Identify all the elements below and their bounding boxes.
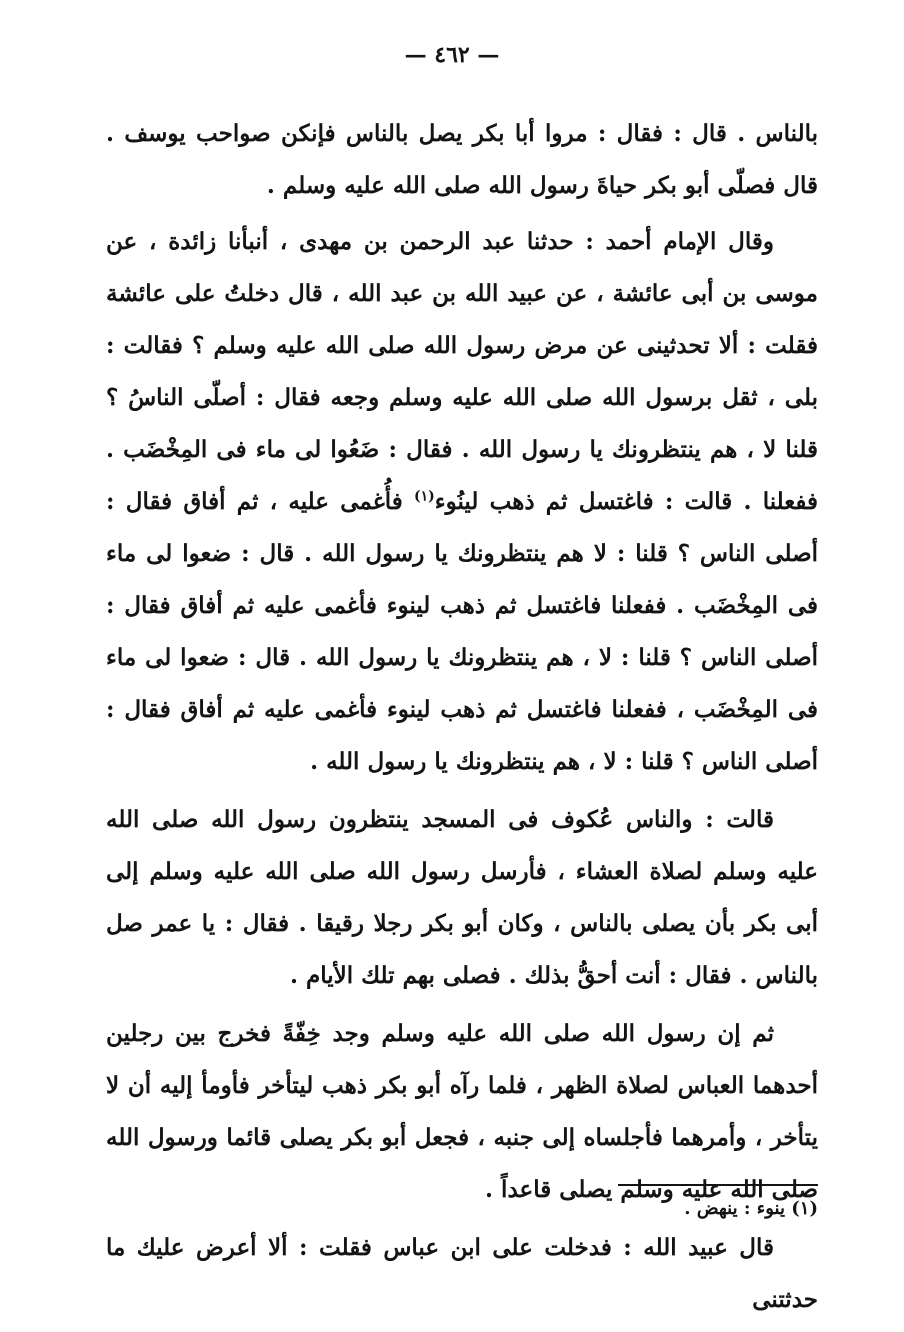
- main-text: [106, 108, 818, 1332]
- footnote-divider: [618, 1184, 818, 1186]
- footnote: (١) ينوء : ينهض .: [684, 1198, 818, 1219]
- paragraph-2: [106, 216, 818, 788]
- paragraph-2-text-a: وقال الإمام أحمد : حدثنا عبد الرحمن بن مهدى ، أنبأنا زائدة ، عن موسى بن أبى عائشة ، عن عبيد الله بن عبد الله ، قال دخلتُ على عائشة فقلت : ألا تحدثينى عن مرض رسول الله صلى الله عليه وسلم ؟ فقالت : بلى ، ثقل برسول الله صلى الله عليه وسلم وجعه فقال : أصلّى الناسُ ؟ قلنا لا ، هم ينتظرونك يا رسول الله . فقال : ضَعُوا لى ماء فى المِخْضَب . ففعلنا . قالت : فاغتسل ثم ذهب لينُوء: [106, 228, 818, 515]
- footnote-reference-mark: (١): [414, 488, 435, 505]
- paragraph-1: بالناس . قال : فقال : مروا أبا بكر يصل بالناس فإنكن صواحب يوسف . قال فصلّى أبو بكر حياةَ رسول الله صلى الله عليه وسلم .: [106, 120, 818, 199]
- paragraph-5: قال عبيد الله : فدخلت على ابن عباس فقلت : ألا أعرض عليك ما حدثتنى: [106, 1234, 818, 1313]
- paragraph-3: قالت : والناس عُكوف فى المسجد ينتظرون رسول الله صلى الله عليه وسلم لصلاة العشاء ، فأرسل رسول الله صلى الله عليه وسلم إلى أبى بكر بأن يصلى بالناس ، وكان أبو بكر رجلا رقيقا . فقال : يا عمر صل بالناس . فقال : أنت أحقُّ بذلك . فصلى بهم تلك الأيام .: [106, 806, 818, 989]
- paragraph-2-text-b: فأُغمى عليه ، ثم أفاق فقال : أصلى الناس ؟ قلنا : لا هم ينتظرونك يا رسول الله . قال : ضعوا لى ماء فى المِخْضَب . ففعلنا فاغتسل ثم ذهب لينوء فأغمى عليه ثم أفاق فقال : أصلى الناس ؟ قلنا : لا ، هم ينتظرونك يا رسول الله . قال : ضعوا لى ماء فى المِخْضَب ، ففعلنا فاغتسل ثم ذهب لينوء فأغمى عليه ثم أفاق فقال : أصلى الناس ؟ قلنا : لا ، هم ينتظرونك يا رسول الله .: [106, 488, 818, 775]
- page-number: — ٤٦٢ —: [404, 42, 500, 68]
- paragraph-4: ثم إن رسول الله صلى الله عليه وسلم وجد خِفّةً فخرج بين رجلين أحدهما العباس لصلاة الظهر ، فلما رآه أبو بكر ذهب ليتأخر فأومأ إليه أن لا يتأخر ، وأمرهما فأجلساه إلى جنبه ، فجعل أبو بكر يصلى قائما ورسول الله صلى الله عليه وسلم يصلى قاعداً .: [106, 1020, 818, 1203]
